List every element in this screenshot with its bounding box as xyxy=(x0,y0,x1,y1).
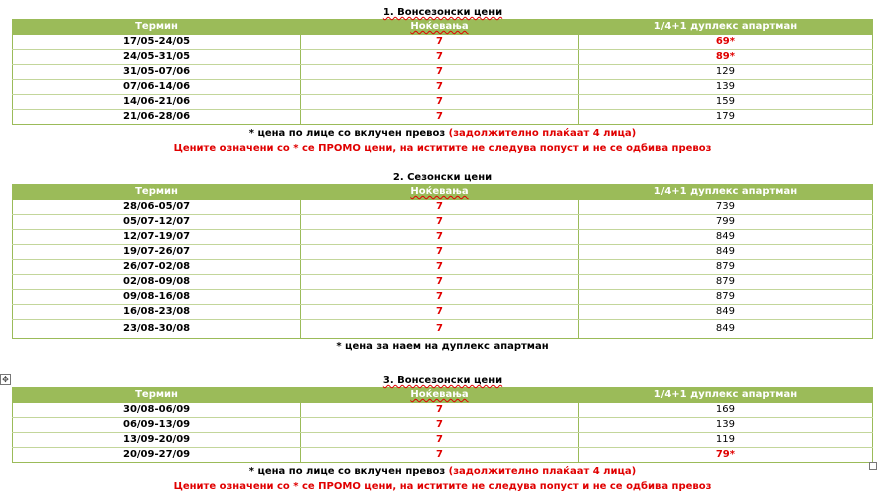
price-cell: 159 xyxy=(578,95,872,110)
table-row xyxy=(13,35,873,50)
table-header-row xyxy=(13,185,873,200)
nights-cell: 7 xyxy=(301,245,579,260)
price-cell: 129 xyxy=(578,65,872,80)
nights-cell: 7 xyxy=(301,110,579,125)
header-nights: Ноќевања xyxy=(301,185,579,200)
price-cell: 879 xyxy=(578,275,872,290)
term-cell: 23/08-30/08 xyxy=(13,320,301,339)
nights-cell: 7 xyxy=(301,448,579,463)
nights-cell: 7 xyxy=(301,305,579,320)
table-row xyxy=(13,305,873,320)
footnote: * цена за наем на дуплекс апартман xyxy=(336,341,549,352)
footnote: * цена по лице со вклучен превоз (задолжително плаќаат 4 лица) xyxy=(248,466,637,477)
table-row xyxy=(13,275,873,290)
price-cell: 139 xyxy=(578,418,872,433)
price-cell: 879 xyxy=(578,290,872,305)
table-row xyxy=(13,418,873,433)
price-table xyxy=(12,387,873,463)
term-cell: 31/05-07/06 xyxy=(13,65,301,80)
table-move-handle-icon[interactable]: ✥ xyxy=(0,374,11,385)
price-table xyxy=(12,19,873,125)
nights-cell: 7 xyxy=(301,320,579,339)
price-table xyxy=(12,184,873,339)
promo-note: Цените означени со * се ПРОМО цени, на иститите не следува попуст и не се одбива превоз xyxy=(173,481,712,492)
nights-cell: 7 xyxy=(301,275,579,290)
nights-cell: 7 xyxy=(301,403,579,418)
term-cell: 02/08-09/08 xyxy=(13,275,301,290)
table-row xyxy=(13,290,873,305)
table-row xyxy=(13,433,873,448)
table-row xyxy=(13,403,873,418)
term-cell: 30/08-06/09 xyxy=(13,403,301,418)
price-cell: 139 xyxy=(578,80,872,95)
term-cell: 19/07-26/07 xyxy=(13,245,301,260)
header-price: 1/4+1 дуплекс апартман xyxy=(578,185,872,200)
term-cell: 09/08-16/08 xyxy=(13,290,301,305)
term-cell: 06/09-13/09 xyxy=(13,418,301,433)
header-nights: Ноќевања xyxy=(301,20,579,35)
section-title: 1. Вонсезонски цени xyxy=(382,7,503,18)
table-header-row xyxy=(13,388,873,403)
table-row xyxy=(13,230,873,245)
table-row xyxy=(13,448,873,463)
nights-cell: 7 xyxy=(301,230,579,245)
nights-cell: 7 xyxy=(301,433,579,448)
table-row xyxy=(13,260,873,275)
section-3 xyxy=(12,374,873,493)
table-row xyxy=(13,80,873,95)
table-row xyxy=(13,50,873,65)
term-cell: 16/08-23/08 xyxy=(13,305,301,320)
price-cell: 849 xyxy=(578,320,872,339)
section-2 xyxy=(12,171,873,353)
nights-cell: 7 xyxy=(301,80,579,95)
price-cell: 879 xyxy=(578,260,872,275)
term-cell: 13/09-20/09 xyxy=(13,433,301,448)
term-cell: 17/05-24/05 xyxy=(13,35,301,50)
header-price: 1/4+1 дуплекс апартман xyxy=(578,388,872,403)
table-row xyxy=(13,200,873,215)
price-cell: 69* xyxy=(578,35,872,50)
nights-cell: 7 xyxy=(301,290,579,305)
nights-cell: 7 xyxy=(301,260,579,275)
price-cell: 849 xyxy=(578,230,872,245)
price-cell: 179 xyxy=(578,110,872,125)
table-resize-handle[interactable] xyxy=(869,462,877,470)
price-cell: 799 xyxy=(578,215,872,230)
term-cell: 05/07-12/07 xyxy=(13,215,301,230)
term-cell: 12/07-19/07 xyxy=(13,230,301,245)
price-cell: 89* xyxy=(578,50,872,65)
table-header-row xyxy=(13,20,873,35)
section-1 xyxy=(12,6,873,155)
table-row xyxy=(13,245,873,260)
term-cell: 26/07-02/08 xyxy=(13,260,301,275)
nights-cell: 7 xyxy=(301,418,579,433)
header-price: 1/4+1 дуплекс апартман xyxy=(578,20,872,35)
price-cell: 169 xyxy=(578,403,872,418)
price-cell: 79* xyxy=(578,448,872,463)
nights-cell: 7 xyxy=(301,95,579,110)
header-term: Термин xyxy=(13,20,301,35)
nights-cell: 7 xyxy=(301,215,579,230)
price-cell: 849 xyxy=(578,245,872,260)
term-cell: 14/06-21/06 xyxy=(13,95,301,110)
price-cell: 739 xyxy=(578,200,872,215)
table-row xyxy=(13,95,873,110)
footnote: * цена по лице со вклучен превоз (задолжително плаќаат 4 лица) xyxy=(248,128,637,139)
term-cell: 21/06-28/06 xyxy=(13,110,301,125)
header-nights: Ноќевања xyxy=(301,388,579,403)
section-title: 2. Сезонски цени xyxy=(392,172,493,183)
price-cell: 119 xyxy=(578,433,872,448)
section-title: 3. Вонсезонски цени xyxy=(382,375,503,386)
term-cell: 24/05-31/05 xyxy=(13,50,301,65)
term-cell: 07/06-14/06 xyxy=(13,80,301,95)
term-cell: 28/06-05/07 xyxy=(13,200,301,215)
table-row xyxy=(13,110,873,125)
price-cell: 849 xyxy=(578,305,872,320)
nights-cell: 7 xyxy=(301,35,579,50)
nights-cell: 7 xyxy=(301,200,579,215)
header-term: Термин xyxy=(13,388,301,403)
table-row xyxy=(13,320,873,339)
table-row xyxy=(13,215,873,230)
term-cell: 20/09-27/09 xyxy=(13,448,301,463)
nights-cell: 7 xyxy=(301,50,579,65)
table-row xyxy=(13,65,873,80)
nights-cell: 7 xyxy=(301,65,579,80)
promo-note: Цените означени со * се ПРОМО цени, на иститите не следува попуст и не се одбива превоз xyxy=(173,143,712,154)
header-term: Термин xyxy=(13,185,301,200)
